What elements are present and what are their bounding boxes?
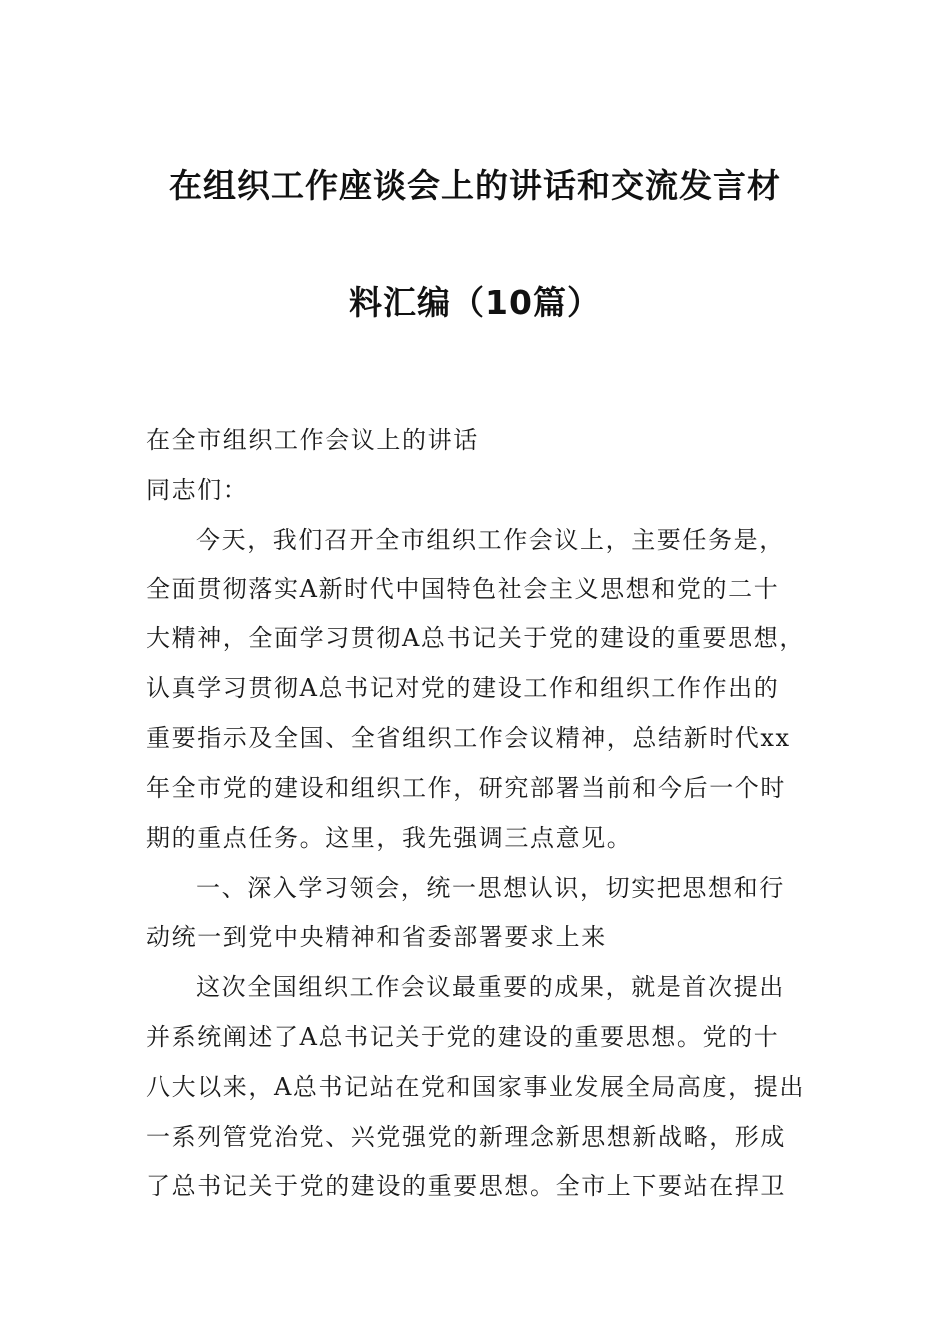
section-heading-line: 一、深入学习领会，统一思想认识，切实把思想和行 [196,874,785,902]
paragraph-line: 一系列管党治党、兴党强党的新理念新思想新战略，形成 [146,1123,786,1151]
document-title-line-1: 在组织工作座谈会上的讲话和交流发言材 [169,166,781,205]
paragraph-line: 八大以来，A总书记站在党和国家事业发展全局高度，提出 [146,1073,805,1101]
speech-subtitle: 在全市组织工作会议上的讲话 [146,426,479,454]
document-title-line-2: 料汇编（10篇） [349,283,601,322]
paragraph-line: 了总书记关于党的建设的重要思想。全市上下要站在捍卫 [146,1172,786,1200]
paragraph-line: 期的重点任务。这里，我先强调三点意见。 [146,824,633,852]
paragraph-line: 今天，我们召开全市组织工作会议上，主要任务是， [196,526,785,554]
paragraph-line: 认真学习贯彻A总书记对党的建设工作和组织工作作出的 [146,674,780,702]
paragraph-line: 全面贯彻落实A新时代中国特色社会主义思想和党的二十 [146,575,780,603]
salutation: 同志们： [146,476,249,504]
paragraph-line: 重要指示及全国、全省组织工作会议精神，总结新时代xx [146,724,791,752]
paragraph-line: 年全市党的建设和组织工作，研究部署当前和今后一个时 [146,774,786,802]
paragraph-line: 这次全国组织工作会议最重要的成果，就是首次提出 [196,973,785,1001]
paragraph-line: 大精神，全面学习贯彻A总书记关于党的建设的重要思想， [146,624,805,652]
section-heading-line: 动统一到党中央精神和省委部署要求上来 [146,923,607,951]
paragraph-line: 并系统阐述了A总书记关于党的建设的重要思想。党的十 [146,1023,780,1051]
